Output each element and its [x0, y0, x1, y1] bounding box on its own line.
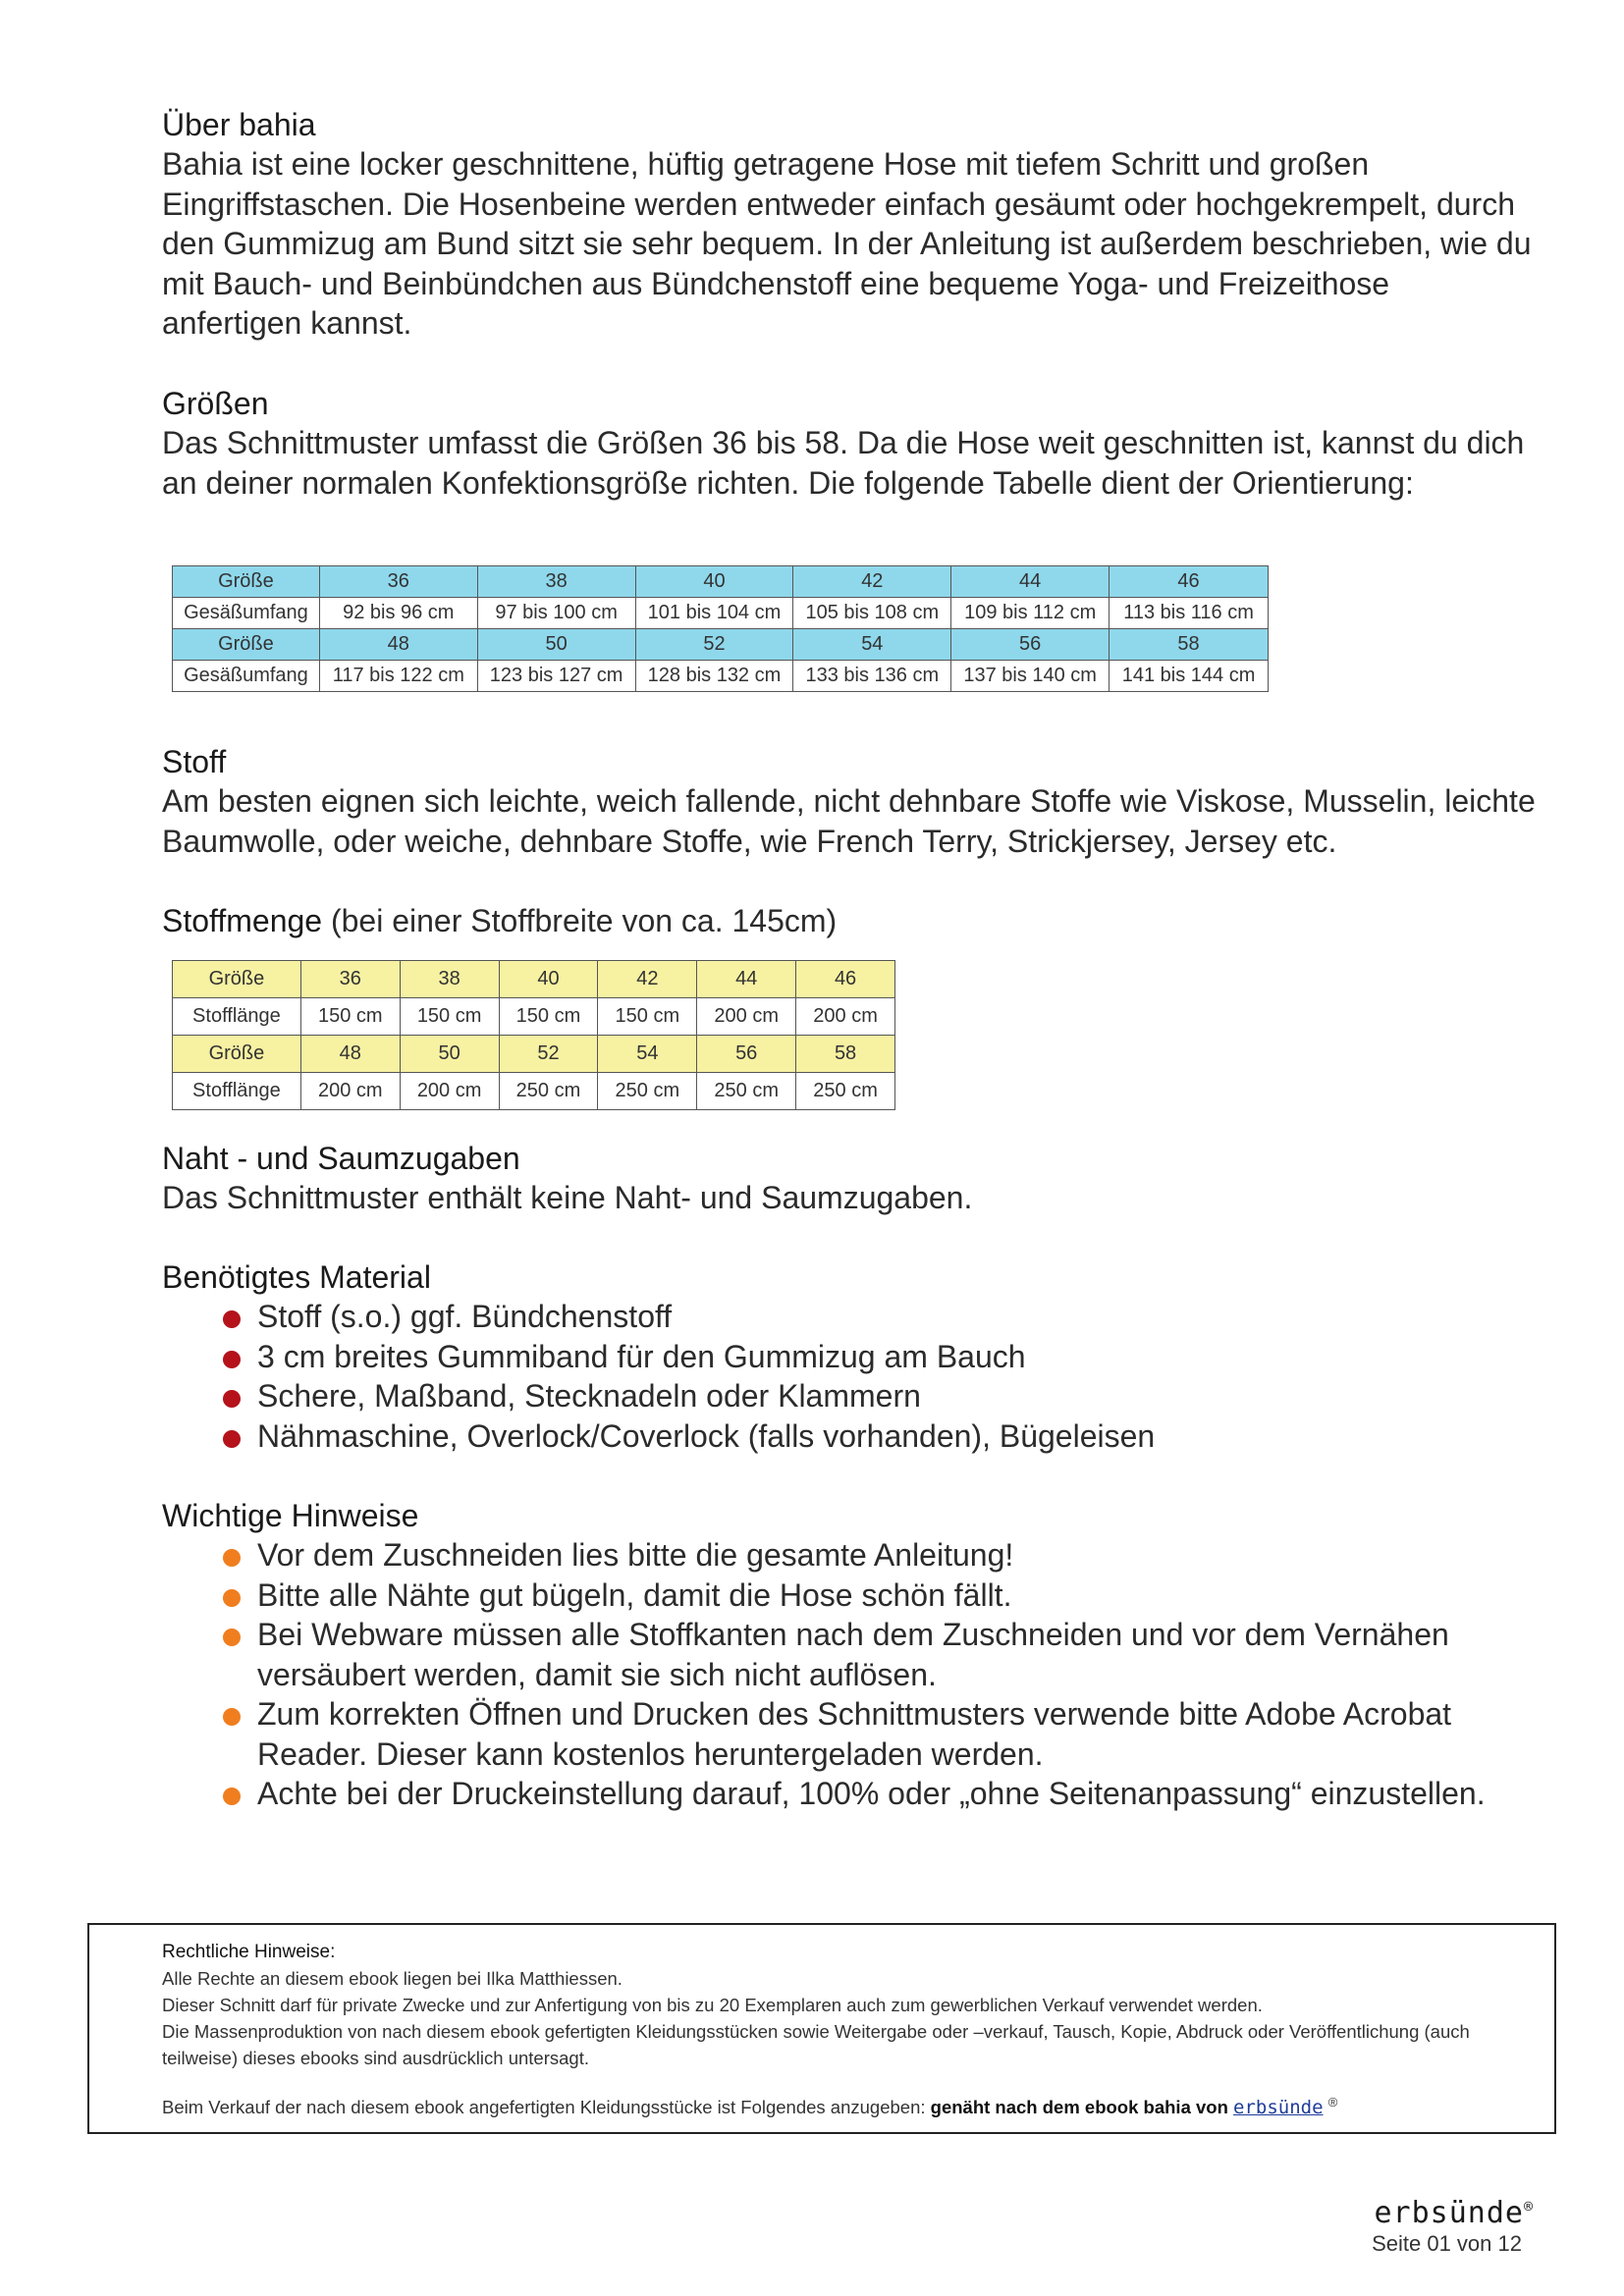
hip-cell: 101 bis 104 cm [635, 598, 793, 629]
seam-section [162, 1139, 1537, 1218]
bullet-dot-icon [223, 1430, 241, 1448]
notes-list [162, 1535, 1556, 1814]
size-cell: 40 [499, 961, 598, 998]
size-label: Größe [173, 629, 320, 661]
notes-heading: Wichtige Hinweise [162, 1498, 419, 1533]
seam-heading: Naht - und Saumzugaben [162, 1141, 520, 1176]
table-row [173, 661, 1269, 692]
size-cell: 36 [300, 961, 400, 998]
length-label: Stofflänge [173, 1073, 301, 1110]
size-cell: 54 [793, 629, 951, 661]
table-row [173, 961, 895, 998]
sizes-table [172, 565, 1269, 692]
fabric-heading: Stoff [162, 744, 227, 779]
hip-cell: 105 bis 108 cm [793, 598, 951, 629]
legal-title-suffix: : [330, 1942, 336, 1962]
hip-cell: 123 bis 127 cm [477, 661, 635, 692]
size-cell: 44 [697, 961, 796, 998]
length-cell: 250 cm [598, 1073, 697, 1110]
bullet-dot-icon [223, 1708, 241, 1726]
size-cell: 48 [300, 1036, 400, 1073]
fabric-amount-heading [162, 901, 1537, 940]
length-cell: 250 cm [499, 1073, 598, 1110]
legal-title-text: Rechtliche Hinweise [162, 1942, 331, 1962]
list-item [162, 1376, 1537, 1416]
size-cell: 40 [635, 566, 793, 598]
hip-cell: 141 bis 144 cm [1110, 661, 1269, 692]
list-item [162, 1774, 1556, 1814]
size-cell: 52 [499, 1036, 598, 1073]
length-cell: 150 cm [400, 998, 499, 1036]
size-cell: 42 [598, 961, 697, 998]
table-row [173, 1073, 895, 1110]
bullet-dot-icon [223, 1351, 241, 1368]
length-cell: 150 cm [499, 998, 598, 1036]
list-item [162, 1297, 1537, 1337]
list-item-text: Bei Webware müssen alle Stoffkanten nach dem Zuschneiden und vor dem Vernähen versäubert werden, damit sie sich nicht auflösen. [257, 1617, 1449, 1692]
fabric-text: Am besten eignen sich leichte, weich fallende, nicht dehnbare Stoffe wie Viskose, Musselin, leichte Baumwolle, oder weiche, dehnbare Stoffe, wie French Terry, Strickjersey, Jersey etc. [162, 783, 1536, 859]
hip-label: Gesäßumfang [173, 598, 320, 629]
hip-cell: 109 bis 112 cm [951, 598, 1110, 629]
size-cell: 38 [400, 961, 499, 998]
material-heading: Benötigtes Material [162, 1259, 431, 1295]
legal-notice-box [87, 1923, 1556, 2134]
list-item [162, 1416, 1537, 1457]
size-cell: 50 [477, 629, 635, 661]
list-item [162, 1535, 1556, 1575]
size-cell: 46 [796, 961, 895, 998]
list-item [162, 1575, 1556, 1616]
legal-sale-bold: genäht nach dem ebook bahia von [930, 2097, 1234, 2118]
legal-sale-prefix: Beim Verkauf der nach diesem ebook angefertigten Kleidungsstücke ist Folgendes anzugeben: [162, 2097, 931, 2118]
length-cell: 200 cm [300, 1073, 400, 1110]
sizes-heading: Größen [162, 386, 269, 421]
list-item-text: Stoff (s.o.) ggf. Bündchenstoff [257, 1299, 673, 1334]
legal-sale-line [162, 2089, 1537, 2121]
table-row [173, 598, 1269, 629]
footer-brand-logo [1374, 2196, 1534, 2230]
length-label: Stofflänge [173, 998, 301, 1036]
size-cell: 56 [697, 1036, 796, 1073]
size-label: Größe [173, 1036, 301, 1073]
page-number: Seite 01 von 12 [1372, 2231, 1522, 2256]
fabric-amount-title: Stoffmenge [162, 903, 323, 938]
length-cell: 200 cm [697, 998, 796, 1036]
size-cell: 38 [477, 566, 635, 598]
fabric-amount-note: (bei einer Stoffbreite von ca. 145cm) [322, 903, 838, 938]
hip-cell: 92 bis 96 cm [319, 598, 477, 629]
bullet-dot-icon [223, 1549, 241, 1567]
table-row [173, 998, 895, 1036]
footer-registered-mark: ® [1523, 2198, 1534, 2216]
list-item-text: Achte bei der Druckeinstellung darauf, 100% oder „ohne Seitenanpassung“ einzustellen. [257, 1776, 1486, 1811]
list-item [162, 1615, 1556, 1694]
list-item-text: Vor dem Zuschneiden lies bitte die gesamte Anleitung! [257, 1537, 1014, 1573]
list-item-text: 3 cm breites Gummiband für den Gummizug am Bauch [257, 1338, 1026, 1374]
size-label: Größe [173, 566, 320, 598]
hip-cell: 133 bis 136 cm [793, 661, 951, 692]
size-cell: 50 [400, 1036, 499, 1073]
legal-line-1: Alle Rechte an diesem ebook liegen bei Ilka Matthiessen. [162, 1968, 623, 1989]
material-section [162, 1257, 1537, 1456]
size-cell: 54 [598, 1036, 697, 1073]
notes-section [162, 1496, 1556, 1814]
size-cell: 46 [1110, 566, 1269, 598]
legal-notice-content [162, 1939, 1537, 2121]
size-cell: 56 [951, 629, 1110, 661]
size-cell: 58 [1110, 629, 1269, 661]
about-text: Bahia ist eine locker geschnittene, hüftig getragene Hose mit tiefem Schritt und großen Eingriffstaschen. Die Hosenbeine werden entweder einfach gesäumt oder hochgekrempelt, durch den Gummizug am Bund sitzt sie sehr bequem. In der Anleitung ist außerdem beschrieben, wie du mit Bauch- und Beinbündchen aus Bündchenstoff eine bequeme Yoga- und Freizeithose anfertigen kannst. [162, 146, 1532, 341]
list-item-text: Zum korrekten Öffnen und Drucken des Schnittmusters verwende bitte Adobe Acrobat Reader. Dieser kann kostenlos heruntergeladen werden. [257, 1696, 1452, 1772]
fabric-amount-table [172, 960, 895, 1110]
about-section [162, 105, 1537, 344]
registered-mark: ® [1327, 2095, 1338, 2109]
table-row [173, 629, 1269, 661]
size-label: Größe [173, 961, 301, 998]
table-row [173, 566, 1269, 598]
list-item [162, 1337, 1537, 1377]
hip-cell: 113 bis 116 cm [1110, 598, 1269, 629]
legal-title [162, 1939, 1537, 1965]
list-item [162, 1694, 1556, 1774]
hip-cell: 117 bis 122 cm [319, 661, 477, 692]
sizes-section [162, 384, 1537, 503]
bullet-dot-icon [223, 1589, 241, 1607]
fabric-section [162, 742, 1537, 861]
length-cell: 200 cm [796, 998, 895, 1036]
hip-cell: 97 bis 100 cm [477, 598, 635, 629]
legal-line-2: Dieser Schnitt darf für private Zwecke und zur Anfertigung von bis zu 20 Exemplaren auch zum gewerblichen Verkauf verwendet werden. [162, 1995, 1263, 2015]
size-cell: 52 [635, 629, 793, 661]
size-cell: 58 [796, 1036, 895, 1073]
length-cell: 150 cm [300, 998, 400, 1036]
fabric-amount-section [162, 901, 1537, 940]
size-cell: 36 [319, 566, 477, 598]
size-cell: 48 [319, 629, 477, 661]
hip-cell: 128 bis 132 cm [635, 661, 793, 692]
about-heading: Über bahia [162, 107, 316, 142]
footer-brand-text: erbsünde [1374, 2196, 1524, 2230]
brand-link[interactable]: erbsünde [1233, 2097, 1324, 2119]
hip-label: Gesäßumfang [173, 661, 320, 692]
length-cell: 200 cm [400, 1073, 499, 1110]
list-item-text: Nähmaschine, Overlock/Coverlock (falls vorhanden), Bügeleisen [257, 1417, 1156, 1454]
table-row [173, 1036, 895, 1073]
seam-text: Das Schnittmuster enthält keine Naht- und Saumzugaben. [162, 1180, 973, 1215]
size-cell: 42 [793, 566, 951, 598]
length-cell: 150 cm [598, 998, 697, 1036]
legal-line-3: Die Massenproduktion von nach diesem ebook gefertigten Kleidungsstücken sowie Weitergabe oder –verkauf, Tausch, Kopie, Abdruck oder Veröffentlichung (auch teilweise) dieses ebooks sind ausdrücklich untersagt. [162, 2021, 1470, 2068]
bullet-dot-icon [223, 1310, 241, 1328]
material-list [162, 1297, 1537, 1456]
bullet-dot-icon [223, 1629, 241, 1646]
list-item-text: Schere, Maßband, Stecknadeln oder Klammern [257, 1378, 921, 1414]
bullet-dot-icon [223, 1390, 241, 1408]
bullet-dot-icon [223, 1788, 241, 1805]
length-cell: 250 cm [796, 1073, 895, 1110]
hip-cell: 137 bis 140 cm [951, 661, 1110, 692]
length-cell: 250 cm [697, 1073, 796, 1110]
list-item-text: Bitte alle Nähte gut bügeln, damit die Hose schön fällt. [257, 1576, 1012, 1613]
sizes-text: Das Schnittmuster umfasst die Größen 36 bis 58. Da die Hose weit geschnitten ist, kannst du dich an deiner normalen Konfektionsgröße richten. Die folgende Tabelle dient der Orientierung: [162, 425, 1525, 501]
size-cell: 44 [951, 566, 1110, 598]
